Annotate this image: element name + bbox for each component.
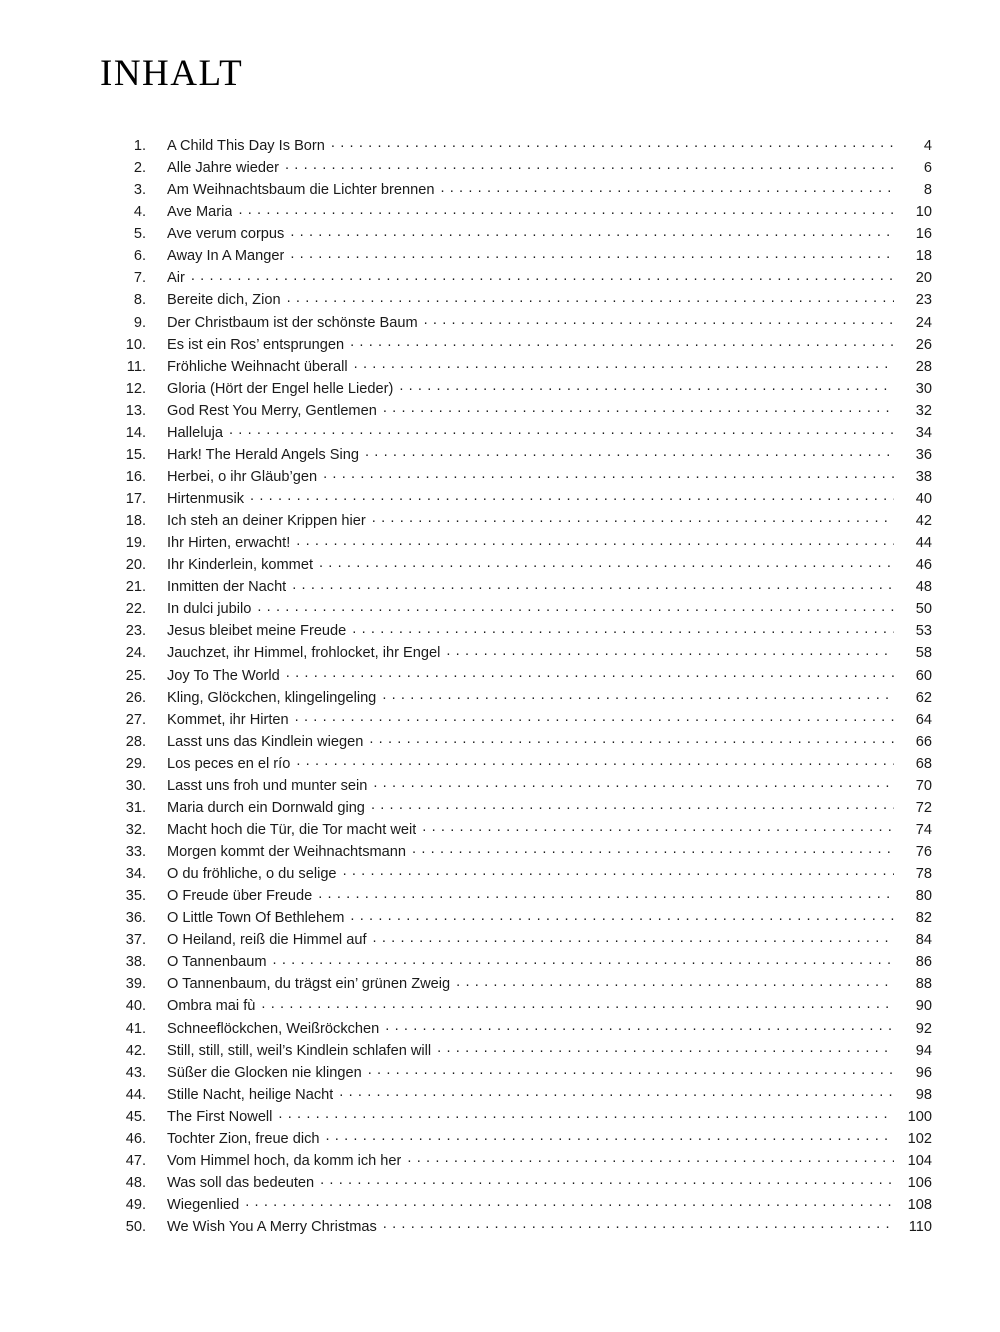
toc-entry-title: Away In A Manger — [167, 248, 285, 265]
toc-entry-title: Kling, Glöckchen, klingelingeling — [167, 689, 377, 706]
toc-entry-number: 29 . — [100, 753, 146, 775]
toc-entry-title: Stille Nacht, heilige Nacht — [167, 1086, 334, 1103]
toc-leader-dots — [261, 997, 894, 1012]
toc-entry-title: Ihr Kinderlein, kommet — [167, 557, 313, 574]
toc-entry-page: 70 — [915, 777, 932, 794]
toc-leader-dots — [456, 975, 894, 990]
toc-entry[interactable] — [100, 1194, 932, 1216]
toc-entry[interactable] — [100, 665, 932, 687]
toc-entry-title: Fröhliche Weihnacht überall — [167, 358, 348, 375]
toc-leader-dots — [354, 357, 894, 372]
toc-entry[interactable] — [100, 1018, 932, 1040]
toc-entry[interactable] — [100, 334, 932, 356]
toc-entry-number: 49 . — [100, 1194, 146, 1216]
toc-entry-number: 47 . — [100, 1150, 146, 1172]
toc-entry-page: 62 — [915, 689, 932, 706]
toc-entry-page: 106 — [907, 1174, 932, 1191]
toc-entry-number: 34 . — [100, 863, 146, 885]
toc-entry-number: 21 . — [100, 576, 146, 598]
toc-entry-number: 4 . — [100, 201, 146, 223]
toc-entry-number: 6 . — [100, 245, 146, 267]
toc-leader-dots — [257, 600, 894, 615]
toc-entry-number: 15 . — [100, 444, 146, 466]
toc-entry[interactable] — [100, 1084, 932, 1106]
toc-entry-title: Alle Jahre wieder — [167, 160, 279, 177]
toc-entry-number: 24 . — [100, 642, 146, 664]
toc-entry-number: 12 . — [100, 378, 146, 400]
toc-entry-title: O du fröhliche, o du selige — [167, 866, 337, 883]
toc-entry-page: 84 — [915, 932, 932, 949]
toc-entry-number: 28 . — [100, 731, 146, 753]
toc-entry-page: 38 — [915, 468, 932, 485]
toc-entry-number: 18 . — [100, 510, 146, 532]
toc-entry[interactable] — [100, 951, 932, 973]
toc-entry-title: Bereite dich, Zion — [167, 292, 281, 309]
toc-entry-page: 74 — [915, 821, 932, 838]
toc-entry-title: O Heiland, reiß die Himmel auf — [167, 932, 367, 949]
toc-entry-number: 5 . — [100, 223, 146, 245]
toc-entry[interactable] — [100, 687, 932, 709]
toc-leader-dots — [383, 401, 894, 416]
toc-entry-page: 16 — [915, 226, 932, 243]
toc-leader-dots — [369, 732, 894, 747]
toc-entry[interactable] — [100, 554, 932, 576]
toc-leader-dots — [350, 909, 894, 924]
toc-leader-dots — [320, 1173, 894, 1188]
toc-leader-dots — [424, 313, 894, 328]
toc-entry[interactable] — [100, 245, 932, 267]
toc-entry-title: Hirtenmusik — [167, 491, 245, 507]
toc-entry[interactable] — [100, 929, 932, 951]
toc-leader-dots — [296, 754, 894, 769]
toc-entry[interactable] — [100, 135, 932, 157]
toc-entry-page: 78 — [915, 866, 932, 883]
toc-entry-title: O Little Town Of Bethlehem — [167, 910, 345, 927]
toc-entry-title: O Tannenbaum — [167, 954, 267, 971]
toc-entry[interactable] — [100, 422, 932, 444]
toc-entry-title: A Child This Day Is Born — [167, 138, 325, 154]
toc-leader-dots — [229, 423, 894, 438]
toc-leader-dots — [287, 291, 894, 306]
toc-entry[interactable] — [100, 863, 932, 885]
toc-entry-page: 82 — [915, 910, 932, 927]
toc-entry-page: 30 — [915, 380, 932, 397]
toc-entry-number: 17 . — [100, 488, 146, 510]
toc-entry-number: 44 . — [100, 1084, 146, 1106]
toc-entry-title: Wiegenlied — [167, 1197, 240, 1213]
toc-entry-number: 10 . — [100, 334, 146, 356]
toc-entry[interactable] — [100, 1172, 932, 1194]
toc-entry[interactable] — [100, 356, 932, 378]
toc-entry-page: 8 — [923, 182, 932, 199]
toc-entry-number: 8 . — [100, 289, 146, 311]
toc-entry-page: 68 — [915, 755, 932, 772]
toc-entry[interactable] — [100, 510, 932, 532]
toc-entry-page: 36 — [915, 446, 932, 463]
toc-entry-page: 94 — [915, 1042, 932, 1059]
toc-entry-title: Tochter Zion, freue dich — [167, 1130, 320, 1147]
toc-entry-page: 66 — [915, 733, 932, 750]
toc-entry[interactable] — [100, 709, 932, 731]
toc-leader-dots — [373, 776, 894, 791]
toc-entry[interactable] — [100, 642, 932, 664]
toc-entry-number: 40 . — [100, 995, 146, 1017]
toc-leader-dots — [250, 489, 894, 504]
toc-entry[interactable] — [100, 819, 932, 841]
toc-entry-title: Der Christbaum ist der schönste Baum — [167, 314, 418, 331]
toc-leader-dots — [399, 379, 894, 394]
toc-entry-number: 3 . — [100, 179, 146, 201]
toc-entry[interactable] — [100, 289, 932, 311]
toc-leader-dots — [368, 1063, 894, 1078]
toc-entry-title: Herbei, o ihr Gläub’gen — [167, 468, 318, 485]
toc-entry-page: 102 — [907, 1130, 932, 1147]
toc-entry-title: Schneeflöckchen, Weißröckchen — [167, 1020, 380, 1037]
toc-entry-title: Vom Himmel hoch, da komm ich her — [167, 1152, 402, 1169]
toc-entry[interactable] — [100, 223, 932, 245]
toc-entry[interactable] — [100, 620, 932, 642]
toc-entry-page: 26 — [915, 336, 932, 353]
toc-entry[interactable] — [100, 1150, 932, 1172]
toc-entry[interactable] — [100, 775, 932, 797]
toc-entry-page: 42 — [915, 513, 932, 530]
toc-entry-page: 20 — [915, 270, 932, 287]
toc-entry-number: 14 . — [100, 422, 146, 444]
toc-leader-dots — [318, 887, 894, 902]
toc-entry-page: 50 — [915, 601, 932, 618]
toc-entry[interactable] — [100, 532, 932, 554]
toc-entry-page: 34 — [915, 424, 932, 441]
toc-leader-dots — [331, 136, 894, 151]
toc-entry[interactable] — [100, 466, 932, 488]
toc-leader-dots — [365, 445, 894, 460]
toc-leader-dots — [412, 842, 894, 857]
toc-entry-page: 28 — [915, 358, 932, 375]
toc-entry-page: 46 — [915, 557, 932, 574]
toc-entry[interactable] — [100, 1062, 932, 1084]
toc-leader-dots — [286, 666, 894, 681]
toc-leader-dots — [285, 158, 894, 173]
toc-entry-title: Los peces en el río — [167, 755, 291, 772]
toc-entry-title: Ave verum corpus — [167, 226, 285, 243]
toc-entry[interactable] — [100, 400, 932, 422]
toc-entry-title: O Freude über Freude — [167, 888, 313, 905]
toc-entry-page: 96 — [915, 1064, 932, 1081]
toc-entry-page: 100 — [907, 1108, 932, 1125]
toc-entry-page: 64 — [915, 711, 932, 728]
toc-leader-dots — [372, 511, 894, 526]
toc-leader-dots — [440, 181, 894, 196]
toc-leader-dots — [437, 1041, 894, 1056]
toc-entry-page: 58 — [915, 645, 932, 662]
toc-entry-page: 98 — [915, 1086, 932, 1103]
toc-entry-number: 7 . — [100, 267, 146, 289]
toc-entry[interactable] — [100, 1128, 932, 1150]
toc-entry-page: 4 — [923, 138, 932, 154]
toc-entry-title: Air — [167, 270, 185, 287]
toc-entry-title: Es ist ein Ros’ entsprungen — [167, 336, 345, 353]
toc-entry-page: 60 — [915, 667, 932, 684]
toc-leader-dots — [382, 688, 894, 703]
toc-entry[interactable] — [100, 885, 932, 907]
toc-entry-page: 108 — [907, 1197, 932, 1213]
toc-leader-dots — [373, 931, 894, 946]
toc-entry-title: Süßer die Glocken nie klingen — [167, 1064, 362, 1081]
toc-entry-number: 23 . — [100, 620, 146, 642]
toc-entry-number: 32 . — [100, 819, 146, 841]
toc-entry-number: 1 . — [100, 135, 146, 157]
toc-entry-title: Ombra mai fù — [167, 998, 256, 1015]
toc-entry[interactable] — [100, 841, 932, 863]
page-title: INHALT — [100, 53, 244, 94]
toc-entry-title: Gloria (Hört der Engel helle Lieder) — [167, 380, 394, 397]
toc-leader-dots — [319, 556, 894, 571]
toc-entry-title: We Wish You A Merry Christmas — [167, 1219, 377, 1236]
toc-entry[interactable] — [100, 598, 932, 620]
toc-entry-title: Kommet, ihr Hirten — [167, 711, 289, 728]
toc-entry-title: Macht hoch die Tür, die Tor macht weit — [167, 821, 417, 838]
toc-entry-number: 2 . — [100, 157, 146, 179]
toc-entry-number: 36 . — [100, 907, 146, 929]
toc-entry[interactable] — [100, 179, 932, 201]
toc-entry-title: O Tannenbaum, du trägst ein’ grünen Zweig — [167, 976, 451, 993]
toc-entry-title: Hark! The Herald Angels Sing — [167, 446, 359, 463]
toc-entry-number: 43 . — [100, 1062, 146, 1084]
toc-entry[interactable] — [100, 731, 932, 753]
toc-entry-page: 72 — [915, 799, 932, 816]
toc-leader-dots — [295, 710, 894, 725]
toc-entry-page: 40 — [915, 491, 932, 507]
toc-leader-dots — [278, 1107, 894, 1122]
toc-entry-page: 104 — [907, 1152, 932, 1169]
toc-entry[interactable] — [100, 797, 932, 819]
toc-entry-page: 53 — [915, 623, 932, 640]
toc-entry[interactable] — [100, 907, 932, 929]
toc-leader-dots — [326, 1129, 895, 1144]
toc-leader-dots — [191, 269, 894, 284]
toc-entry-title: Jauchzet, ihr Himmel, frohlocket, ihr Engel — [167, 645, 441, 662]
toc-entry-number: 38 . — [100, 951, 146, 973]
toc-entry-number: 11 . — [100, 356, 146, 378]
toc-entry-page: 18 — [915, 248, 932, 265]
toc-entry-number: 26 . — [100, 687, 146, 709]
toc-entry-title: Lasst uns das Kindlein wiegen — [167, 733, 364, 750]
toc-entry-page: 92 — [915, 1020, 932, 1037]
toc-entry[interactable] — [100, 488, 932, 510]
toc-leader-dots — [350, 335, 894, 350]
toc-entry-page: 76 — [915, 844, 932, 860]
toc-entry[interactable] — [100, 1040, 932, 1062]
toc-entry-page: 80 — [915, 888, 932, 905]
toc-leader-dots — [290, 247, 894, 262]
toc-entry-number: 20 . — [100, 554, 146, 576]
toc-entry[interactable] — [100, 378, 932, 400]
toc-entry-page: 110 — [908, 1219, 932, 1236]
toc-entry-number: 16 . — [100, 466, 146, 488]
toc-leader-dots — [383, 1217, 894, 1232]
toc-leader-dots — [245, 1195, 894, 1210]
toc-entry-title: Ich steh an deiner Krippen hier — [167, 513, 366, 530]
toc-entry-title: Jesus bleibet meine Freude — [167, 623, 347, 640]
toc-entry-number: 45 . — [100, 1106, 146, 1128]
toc-entry[interactable] — [100, 157, 932, 179]
toc-leader-dots — [339, 1085, 894, 1100]
toc-leader-dots — [385, 1019, 894, 1034]
toc-entry-title: In dulci jubilo — [167, 601, 252, 618]
toc-entry-number: 37 . — [100, 929, 146, 951]
toc-entry[interactable] — [100, 995, 932, 1017]
toc-entry[interactable] — [100, 1216, 932, 1238]
toc-entry-page: 48 — [915, 579, 932, 596]
toc-entry-page: 86 — [915, 954, 932, 971]
toc-leader-dots — [273, 953, 894, 968]
toc-leader-dots — [296, 534, 894, 549]
toc-entry-page: 90 — [915, 998, 932, 1015]
toc-entry-title: Morgen kommt der Weihnachtsmann — [167, 844, 407, 860]
toc-entry-number: 46 . — [100, 1128, 146, 1150]
toc-leader-dots — [422, 820, 894, 835]
toc-entry-number: 9 . — [100, 312, 146, 334]
toc-entry-number: 27 . — [100, 709, 146, 731]
toc-entry[interactable] — [100, 444, 932, 466]
toc-entry-number: 48 . — [100, 1172, 146, 1194]
toc-entry-page: 24 — [915, 314, 932, 331]
toc-entry[interactable] — [100, 1106, 932, 1128]
toc-entry-number: 39 . — [100, 973, 146, 995]
toc-entry-title: Was soll das bedeuten — [167, 1174, 315, 1191]
table-of-contents — [100, 135, 932, 1238]
toc-entry-number: 19 . — [100, 532, 146, 554]
toc-entry-page: 32 — [915, 402, 932, 419]
toc-entry[interactable] — [100, 576, 932, 598]
toc-entry-title: Ave Maria — [167, 204, 233, 221]
toc-leader-dots — [352, 622, 894, 637]
toc-leader-dots — [446, 644, 894, 659]
toc-entry-title: Maria durch ein Dornwald ging — [167, 799, 365, 816]
toc-entry-number: 13 . — [100, 400, 146, 422]
toc-entry-page: 44 — [915, 535, 932, 552]
toc-leader-dots — [290, 225, 894, 240]
toc-entry-title: Joy To The World — [167, 667, 280, 684]
toc-entry-title: Inmitten der Nacht — [167, 579, 287, 596]
toc-leader-dots — [292, 578, 894, 593]
toc-entry-number: 42 . — [100, 1040, 146, 1062]
toc-entry-title: God Rest You Merry, Gentlemen — [167, 402, 377, 419]
toc-entry-title: Halleluja — [167, 424, 223, 441]
toc-entry-number: 22 . — [100, 598, 146, 620]
toc-entry-page: 6 — [923, 160, 932, 177]
toc-entry-page: 23 — [915, 292, 932, 309]
toc-entry[interactable] — [100, 973, 932, 995]
toc-leader-dots — [371, 798, 894, 813]
toc-entry-number: 50 . — [100, 1216, 146, 1238]
toc-entry-page: 88 — [915, 976, 932, 993]
toc-entry-number: 25 . — [100, 665, 146, 687]
toc-leader-dots — [238, 203, 894, 218]
toc-entry-page: 10 — [915, 204, 932, 221]
toc-entry[interactable] — [100, 267, 932, 289]
toc-leader-dots — [323, 467, 894, 482]
toc-entry-number: 33 . — [100, 841, 146, 863]
toc-entry[interactable] — [100, 312, 932, 334]
toc-entry-title: The First Nowell — [167, 1108, 273, 1125]
toc-entry-title: Lasst uns froh und munter sein — [167, 777, 368, 794]
toc-entry-title: Ihr Hirten, erwacht! — [167, 535, 291, 552]
toc-entry[interactable] — [100, 201, 932, 223]
toc-leader-dots — [343, 864, 894, 879]
toc-entry-number: 31 . — [100, 797, 146, 819]
toc-entry-number: 35 . — [100, 885, 146, 907]
toc-entry-title: Am Weihnachtsbaum die Lichter brennen — [167, 182, 435, 199]
toc-entry-number: 30 . — [100, 775, 146, 797]
toc-entry-title: Still, still, still, weil’s Kindlein schlafen will — [167, 1042, 432, 1059]
toc-entry-number: 41 . — [100, 1018, 146, 1040]
toc-leader-dots — [407, 1151, 894, 1166]
toc-entry[interactable] — [100, 753, 932, 775]
